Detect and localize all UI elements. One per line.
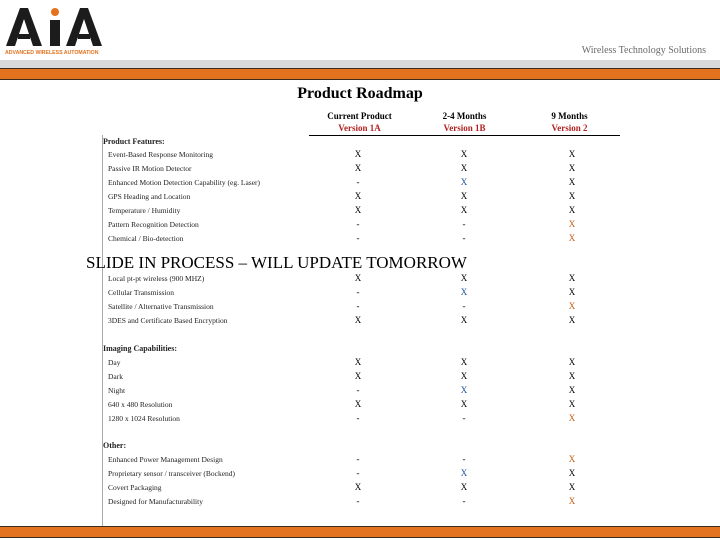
- row-value: X: [568, 413, 576, 423]
- row-label: Enhanced Motion Detection Capability (eg. Laser): [108, 178, 261, 187]
- column-header-9-months: [522, 110, 617, 138]
- table-row: [102, 356, 620, 369]
- row-value: -: [462, 301, 466, 311]
- row-value: X: [354, 191, 362, 201]
- row-label: Satellite / Alternative Transmission: [108, 302, 214, 311]
- row-value: X: [568, 357, 576, 367]
- row-value: -: [356, 413, 360, 423]
- row-value: -: [356, 287, 360, 297]
- table-section-heading: [102, 439, 620, 452]
- row-value: -: [462, 496, 466, 506]
- row-value: X: [568, 371, 576, 381]
- row-label: Pattern Recognition Detection: [108, 220, 199, 229]
- footer-band-orange: [0, 526, 720, 538]
- row-label: Event-Based Response Monitoring: [108, 150, 213, 159]
- table-row: [102, 204, 620, 217]
- row-value: X: [460, 177, 468, 187]
- row-label: Passive IR Motion Detector: [108, 164, 192, 173]
- row-value: X: [568, 205, 576, 215]
- in-process-notice: SLIDE IN PROCESS – WILL UPDATE TOMORROW: [86, 253, 467, 272]
- row-label: Local pt-pt wireless (900 MHZ): [108, 274, 205, 283]
- table-row: [102, 148, 620, 161]
- row-value: X: [568, 468, 576, 478]
- row-label: GPS Heading and Location: [108, 192, 191, 201]
- row-label: Night: [108, 386, 126, 395]
- row-label: Designed for Manufacturability: [108, 497, 203, 506]
- table-row: [102, 300, 620, 313]
- svg-text:ADVANCED WIRELESS AUTOMATION: ADVANCED WIRELESS AUTOMATION: [5, 50, 99, 56]
- row-value: -: [356, 177, 360, 187]
- row-label: Covert Packaging: [108, 483, 162, 492]
- table-section-heading: [102, 135, 620, 148]
- aia-logo: [4, 4, 116, 56]
- header-band-gray: [0, 60, 720, 68]
- row-value: -: [356, 301, 360, 311]
- row-value: X: [568, 219, 576, 229]
- slide-title: Product Roadmap: [297, 85, 423, 102]
- row-value: -: [462, 219, 466, 229]
- row-value: X: [460, 385, 468, 395]
- row-value: X: [460, 191, 468, 201]
- column-version: Version 1A: [338, 123, 381, 133]
- row-value: -: [356, 454, 360, 464]
- row-value: X: [354, 205, 362, 215]
- table-row: [102, 218, 620, 231]
- table-row: [102, 398, 620, 411]
- column-name: 9 Months: [551, 111, 588, 121]
- table-row: [102, 176, 620, 189]
- table-row: [102, 272, 620, 285]
- column-version: Version 1B: [443, 123, 486, 133]
- row-value: X: [460, 205, 468, 215]
- row-value: X: [460, 287, 468, 297]
- row-label: Chemical / Bio-detection: [108, 234, 184, 243]
- table-row: [102, 314, 620, 327]
- row-value: X: [568, 163, 576, 173]
- table-row: [102, 190, 620, 203]
- row-value: -: [462, 413, 466, 423]
- table-row: [102, 481, 620, 494]
- row-value: X: [568, 482, 576, 492]
- row-value: X: [460, 273, 468, 283]
- row-label: Other:: [103, 441, 127, 450]
- column-version: Version 2: [551, 123, 588, 133]
- row-value: -: [462, 454, 466, 464]
- row-value: X: [568, 454, 576, 464]
- row-label: Proprietary sensor / transceiver (Bockend): [108, 469, 236, 478]
- row-value: X: [568, 233, 576, 243]
- table-section-heading: [102, 342, 620, 355]
- row-value: X: [460, 371, 468, 381]
- row-value: X: [568, 273, 576, 283]
- row-value: -: [356, 468, 360, 478]
- table-row: [102, 162, 620, 175]
- row-value: X: [354, 357, 362, 367]
- tagline: Wireless Technology Solutions: [581, 45, 706, 56]
- row-value: X: [354, 273, 362, 283]
- row-label: Cellular Transmission: [108, 288, 175, 297]
- row-label: Product Features:: [103, 137, 165, 146]
- row-label: 1280 x 1024 Resolution: [108, 414, 180, 423]
- row-value: X: [354, 399, 362, 409]
- row-value: X: [460, 468, 468, 478]
- table-row: [102, 370, 620, 383]
- row-label: Enhanced Power Management Design: [108, 455, 223, 464]
- column-name: 2-4 Months: [442, 111, 487, 121]
- row-value: X: [460, 482, 468, 492]
- column-header-2-4-months: [417, 110, 512, 138]
- row-value: X: [460, 163, 468, 173]
- row-value: X: [568, 399, 576, 409]
- row-value: X: [460, 399, 468, 409]
- row-label: Imaging Capabilities:: [103, 344, 178, 353]
- row-value: X: [568, 177, 576, 187]
- row-value: X: [568, 191, 576, 201]
- column-header-current: [312, 110, 407, 138]
- row-value: -: [462, 233, 466, 243]
- row-value: X: [568, 385, 576, 395]
- row-value: X: [354, 371, 362, 381]
- table-row: [102, 412, 620, 425]
- row-value: X: [568, 496, 576, 506]
- row-value: X: [568, 315, 576, 325]
- row-value: -: [356, 219, 360, 229]
- row-label: Dark: [108, 372, 123, 381]
- row-value: X: [354, 149, 362, 159]
- row-value: X: [568, 149, 576, 159]
- row-value: -: [356, 496, 360, 506]
- table-row: [102, 495, 620, 508]
- row-label: Temperature / Humidity: [108, 206, 181, 215]
- column-name: Current Product: [327, 111, 392, 121]
- row-value: X: [354, 163, 362, 173]
- row-value: X: [568, 287, 576, 297]
- header-band-orange: [0, 68, 720, 80]
- table-row: [102, 232, 620, 245]
- row-value: X: [460, 315, 468, 325]
- table-row: [102, 453, 620, 466]
- row-label: 3DES and Certificate Based Encryption: [108, 316, 228, 325]
- row-value: X: [354, 315, 362, 325]
- row-value: X: [354, 482, 362, 492]
- row-label: 640 x 480 Resolution: [108, 400, 173, 409]
- row-value: -: [356, 233, 360, 243]
- table-row: [102, 467, 620, 480]
- row-value: X: [568, 301, 576, 311]
- row-value: -: [356, 385, 360, 395]
- row-value: X: [460, 149, 468, 159]
- table-row: [102, 286, 620, 299]
- row-label: Day: [108, 358, 121, 367]
- table-row: [102, 384, 620, 397]
- row-value: X: [460, 357, 468, 367]
